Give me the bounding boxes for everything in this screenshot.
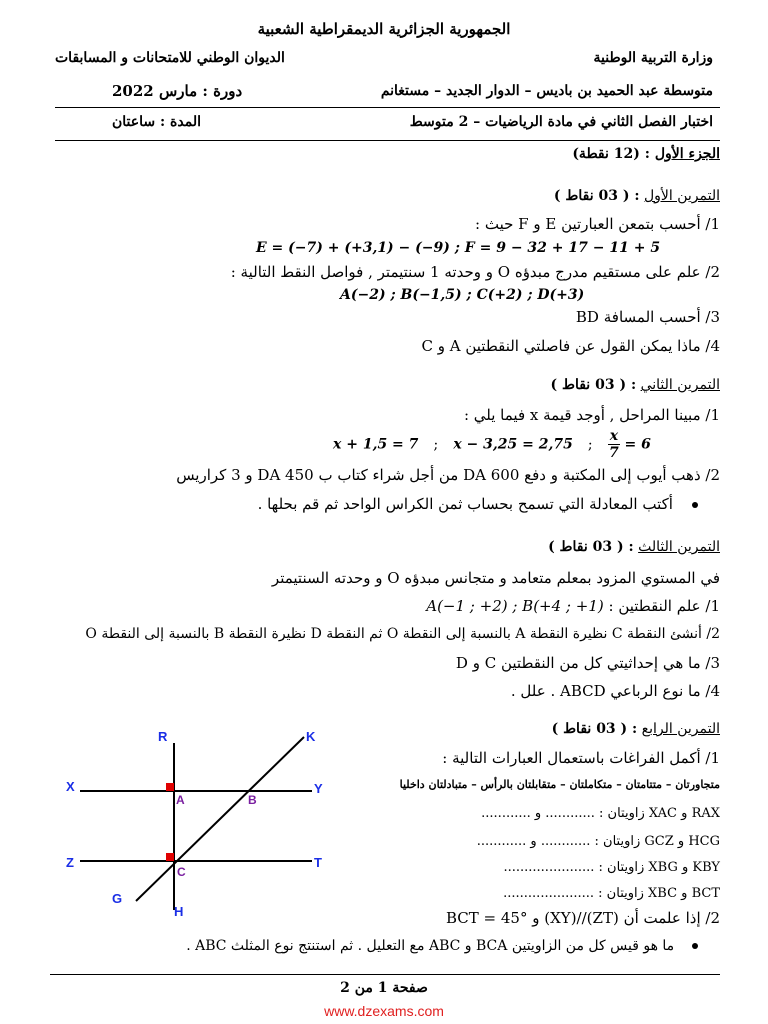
page-number: صفحة 1 من 2 <box>340 980 428 996</box>
ex3-heading <box>548 539 720 555</box>
part1-title: الجزء الأول <box>654 146 720 162</box>
bullet-icon <box>692 943 698 949</box>
label-z: Z <box>66 855 74 870</box>
ex2-frac-num: x <box>609 428 619 444</box>
ex4-row1: RAX و XAC زاويتان : ............ و ............ <box>481 806 720 821</box>
ex4-q1: 1/ أكمل الفراغات باستعمال العبارات التالية : <box>442 749 720 767</box>
ex2-points: : ( 03 نقاط ) <box>550 377 637 393</box>
ex1-heading <box>554 188 720 204</box>
ex1-q1: 1/ أحسب بتمعن العبارتين E و F حيث : <box>475 215 720 233</box>
ex4-q2: 2/ إذا علمت أن (ZT)//(XY) و BCT = 45° <box>445 909 720 927</box>
ex3-q1-text: 1/ علم النقطتين : <box>608 597 720 615</box>
ex2-eq1: x + 1,5 = 7 <box>333 436 419 453</box>
ex3-q2: 2/ أنشئ النقطة C نظيرة النقطة A بالنسبة إلى النقطة O ثم النقطة D نظيرة النقطة B بالنسبة إلى النقطة O <box>85 626 720 642</box>
ex4-bullet-line <box>186 938 698 954</box>
republic-title: الجمهورية الجزائرية الديمقراطية الشعبية <box>257 20 511 38</box>
ex2-equations: x + 1,5 = 7 ; x − 3,25 = 2,75 ; $\frac{x}{7}$ = 6 <box>333 428 651 461</box>
part1-heading <box>572 146 720 162</box>
ex1-points: : ( 03 نقاط ) <box>553 188 640 204</box>
ex1-title: التمرين الأول <box>643 188 720 204</box>
label-k: K <box>306 729 316 744</box>
ex1-q2-math: A(−2) ; B(−1,5) ; C(+2) ; D(+3) <box>340 287 585 303</box>
ex3-q4: 4/ ما نوع الرباعي ABCD . علل . <box>510 682 720 700</box>
school-label: متوسطة عبد الحميد بن باديس – الدوار الجديد – مستغانم <box>380 83 713 99</box>
duration-label: المدة : ساعتان <box>112 114 201 130</box>
ex2-frac-den: 7 <box>609 445 619 461</box>
exam-title: اختبار الفصل الثاني في مادة الرياضيات – 2 متوسط <box>409 114 713 130</box>
header-divider <box>55 107 720 108</box>
ex3-q1 <box>426 597 720 615</box>
ex3-q1-math: A(−1 ; +2) ; B(+4 ; +1) <box>426 597 604 615</box>
ex1-q3: 3/ أحسب المسافة BD <box>575 308 720 326</box>
ex4-row4: BCT و XBC زاويتان : ...................... <box>503 886 720 901</box>
ex2-heading <box>551 377 720 393</box>
ex3-intro: في المستوي المزود بمعلم متعامد و متجانس مبدؤه O و وحدته السنتيمتر <box>271 569 720 587</box>
ex4-terms: متجاورتان – متتامتان – متكاملتان – متقابلتان بالرأس – متبادلتان داخليا <box>399 778 720 791</box>
ex2-fraction <box>608 428 620 461</box>
ex4-bullet-text: ما هو قيس كل من الزاويتين BCA و ABC مع التعليل . ثم استنتج نوع المثلث ABC . <box>186 938 675 954</box>
ex4-heading <box>552 721 720 737</box>
ex3-points: : ( 03 نقاط ) <box>548 539 634 555</box>
label-c: C <box>177 865 186 879</box>
ex2-eq2: x − 3,25 = 2,75 <box>453 436 573 453</box>
ex2-bullet-line <box>258 495 698 513</box>
label-x: X <box>66 779 75 794</box>
bullet-icon <box>692 502 698 508</box>
office-label: الديوان الوطني للامتحانات و المسابقات <box>55 50 285 66</box>
part1-points: : (12 نقطة) <box>572 146 650 162</box>
ex4-row3: KBY و XBG زاويتان : ...................... <box>503 860 720 875</box>
ministry-label: وزارة التربية الوطنية <box>593 50 713 66</box>
label-a: A <box>176 793 185 807</box>
label-y: Y <box>314 781 323 796</box>
website-link[interactable]: www.dzexams.com <box>324 1003 444 1019</box>
ex4-points: : ( 03 نقاط ) <box>551 721 638 737</box>
ex2-frac-rhs: = 6 <box>624 436 651 453</box>
footer-divider <box>50 974 720 975</box>
ex3-title: التمرين الثالث <box>638 539 720 555</box>
label-g: G <box>112 891 123 906</box>
geometry-figure <box>60 725 330 920</box>
ex2-bullet-text: أكتب المعادلة التي تسمح بحساب ثمن الكراس الواحد ثم قم بحلها . <box>257 495 673 513</box>
ex2-title: التمرين الثاني <box>640 377 720 393</box>
ex3-q3: 3/ ما هي إحداثيتي كل من النقطتين C و D <box>455 654 720 672</box>
right-angle-mark-a <box>166 783 174 791</box>
right-angle-mark-c <box>166 853 174 861</box>
label-b: B <box>248 793 257 807</box>
label-h: H <box>174 904 184 919</box>
ex1-q1-math: E = (−7) + (+3,1) − (−9) ; F = 9 − 32 + 17 − 11 + 5 <box>256 240 661 256</box>
ex1-q4: 4/ ماذا يمكن القول عن فاصلتي النقطتين A و C <box>421 337 720 355</box>
label-t: T <box>314 855 322 870</box>
ex4-title: التمرين الرابع <box>641 721 720 737</box>
ex2-q2: 2/ ذهب أيوب إلى المكتبة و دفع DA 600 من أجل شراء كتاب ب DA 450 و 3 كراريس <box>176 466 720 484</box>
ex2-q1: 1/ مبينا المراحل , أوجد قيمة x فيما يلي : <box>463 406 720 424</box>
ex4-row2: HCG و GCZ زاويتان : ............ و ............ <box>476 834 720 849</box>
session-label: دورة : مارس 2022 <box>112 82 243 100</box>
header-divider-2 <box>55 140 720 141</box>
ex1-q2: 2/ علم على مستقيم مدرج مبدؤه O و وحدته 1 سنتيمتر , فواصل النقط التالية : <box>230 263 720 281</box>
line-kg <box>136 737 304 901</box>
label-r: R <box>158 729 168 744</box>
